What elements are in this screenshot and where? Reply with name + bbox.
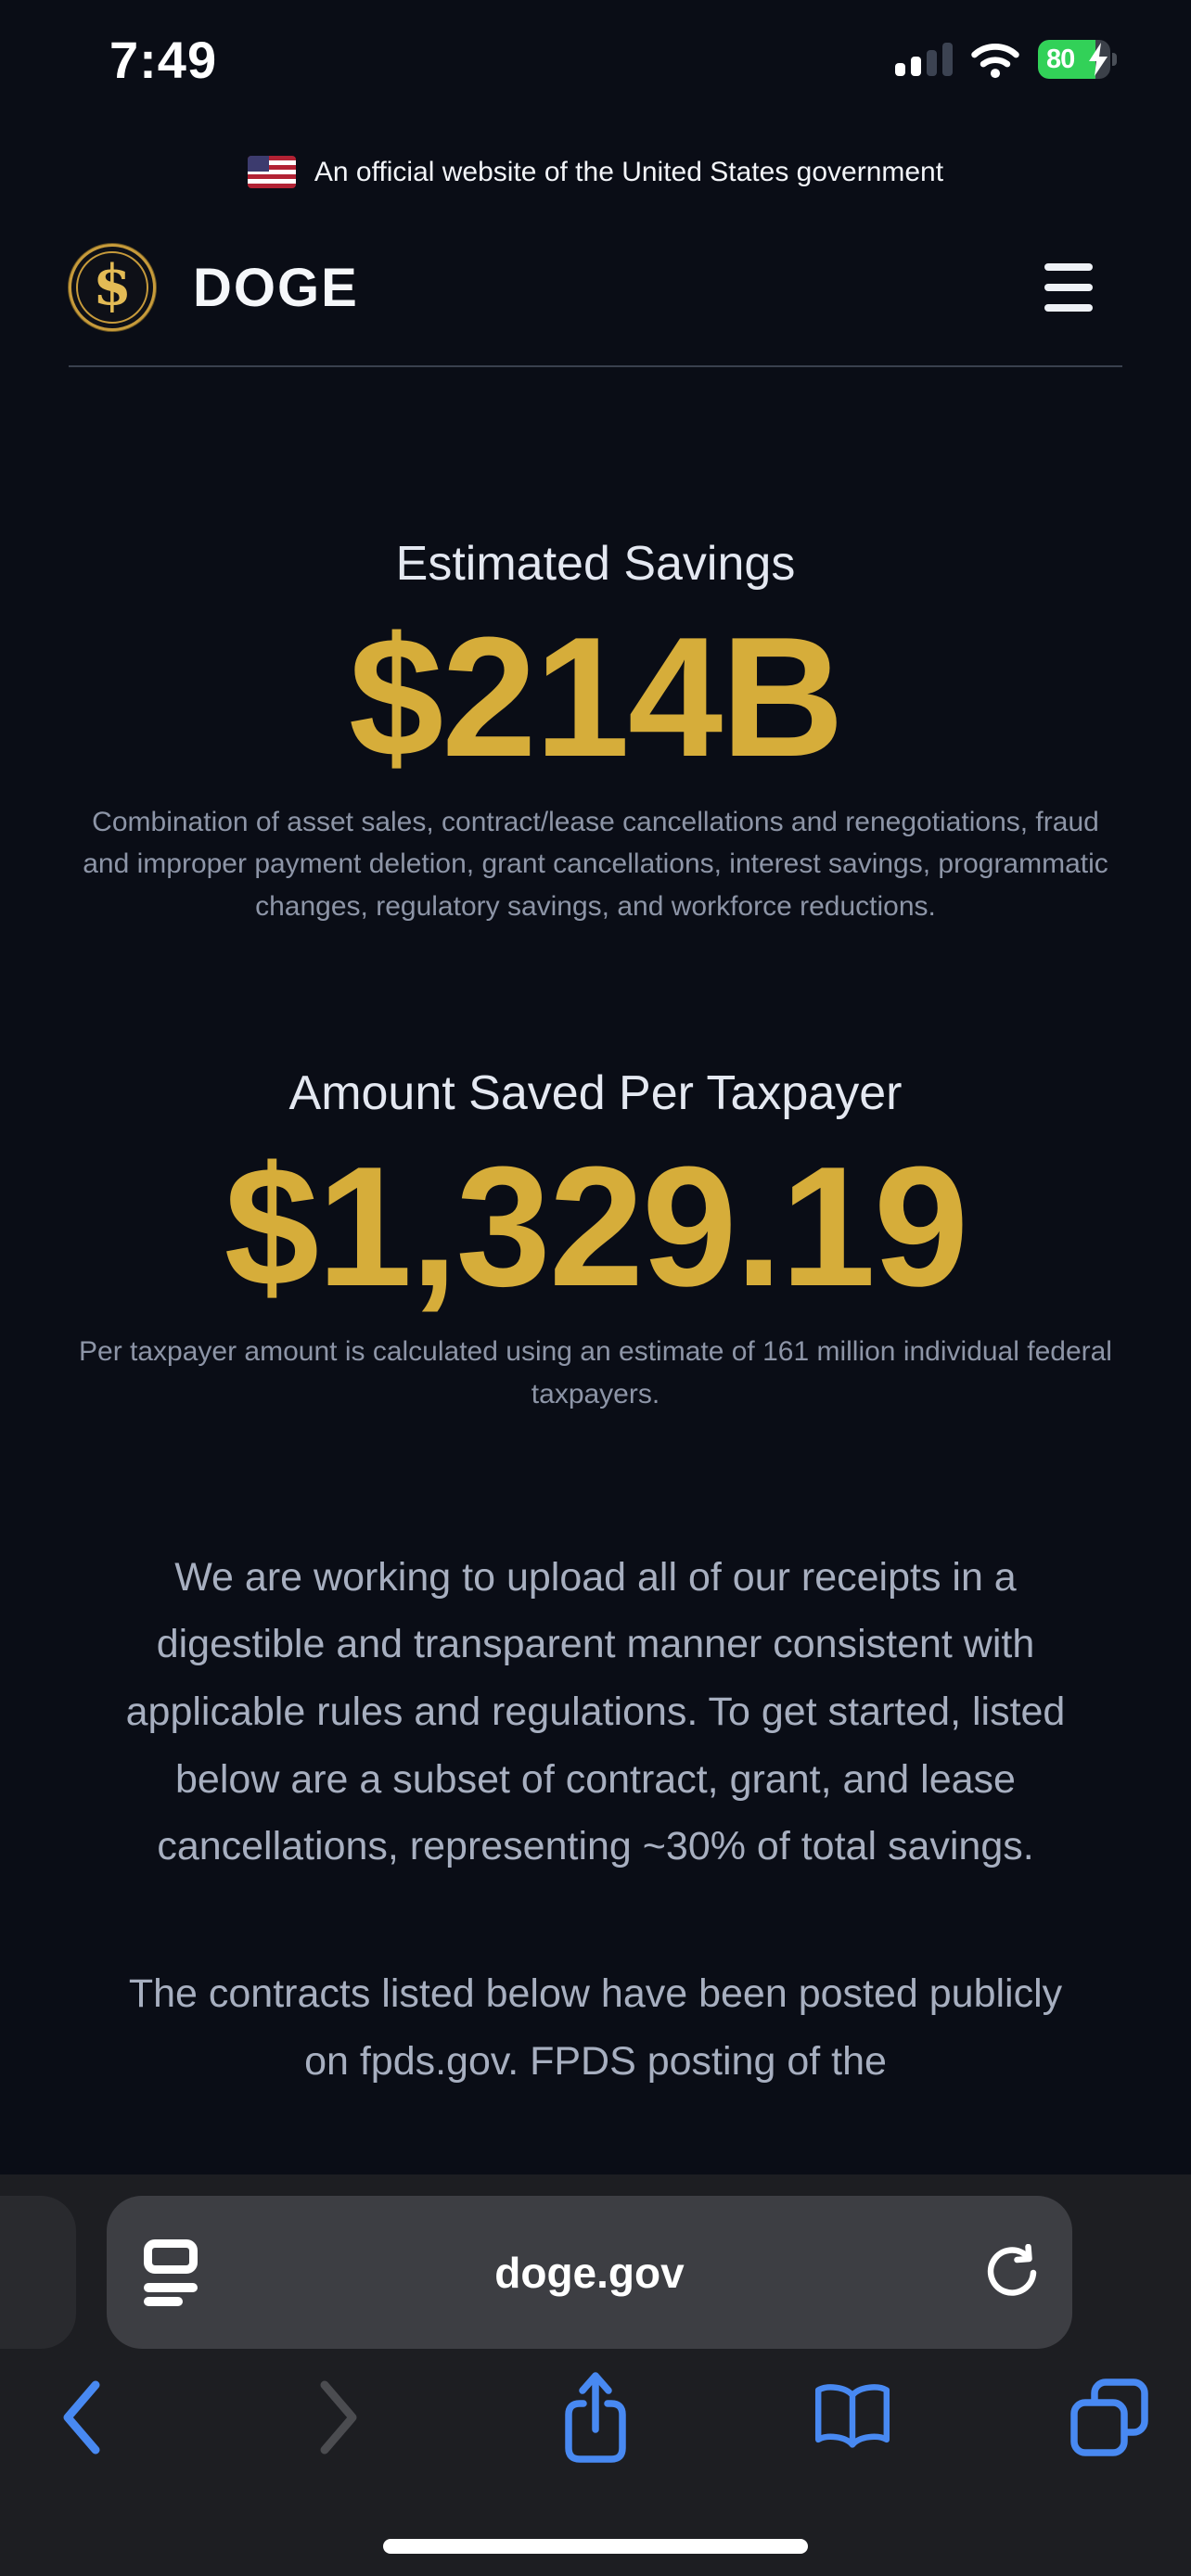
estimated-savings-description: Combination of asset sales, contract/lease cancellations and renegotiations, fraud and improper payment deletion, grant cancellations, interest savings, programmatic changes, regulatory savings, and workforce reductions. [83, 806, 1108, 923]
brand-title[interactable]: DOGE [193, 257, 359, 318]
battery-icon [1038, 40, 1117, 79]
status-bar [0, 0, 1191, 102]
previous-tab-peek[interactable] [0, 2196, 76, 2349]
official-gov-banner-text: An official website of the United States government [314, 156, 944, 187]
menu-button[interactable] [1044, 263, 1093, 312]
contracts-paragraph: The contracts listed below have been posted publicly on fpds.gov. FPDS posting of the [128, 1970, 1063, 2084]
home-indicator[interactable] [383, 2539, 808, 2554]
status-time: 7:49 [109, 30, 218, 89]
url-text[interactable]: doge.gov [494, 2248, 685, 2297]
browser-toolbar [0, 2349, 1191, 2469]
dollar-sign-icon: $ [93, 253, 132, 318]
bookmarks-button[interactable] [810, 2366, 895, 2469]
site-header [0, 241, 1191, 334]
book-icon [810, 2378, 895, 2456]
share-button[interactable] [553, 2366, 638, 2469]
tabs-icon [1067, 2375, 1152, 2460]
wifi-icon [969, 40, 1021, 79]
safari-bottom-bar [0, 2174, 1191, 2576]
per-taxpayer-value: $1,329.19 [224, 1130, 967, 1322]
address-bar[interactable] [107, 2196, 1072, 2349]
share-icon [557, 2368, 634, 2467]
back-button[interactable] [39, 2366, 124, 2469]
per-taxpayer-description: Per taxpayer amount is calculated using an estimate of 161 million individual federal taxpayers. [79, 1335, 1112, 1409]
cellular-signal-icon [895, 43, 953, 76]
tabs-button[interactable] [1067, 2366, 1152, 2469]
per-taxpayer-title: Amount Saved Per Taxpayer [288, 1066, 903, 1121]
battery-percent: 80 [1046, 44, 1075, 74]
refresh-icon[interactable] [983, 2244, 1041, 2302]
estimated-savings-section [0, 536, 1191, 928]
doge-coin-logo[interactable] [69, 244, 156, 331]
charging-bolt-icon [1086, 42, 1110, 77]
official-gov-banner [0, 156, 1191, 188]
per-taxpayer-section [0, 1065, 1191, 1415]
chevron-right-icon [317, 2379, 360, 2455]
forward-button[interactable] [296, 2366, 381, 2469]
address-bar-row [0, 2174, 1191, 2349]
us-flag-icon [248, 156, 296, 188]
estimated-savings-title: Estimated Savings [395, 537, 796, 591]
page-content [0, 367, 1191, 2095]
estimated-savings-value: $214B [348, 601, 843, 792]
receipts-paragraph: We are working to upload all of our receipts in a digestible and transparent manner consistent with applicable rules and regulations. To get started, listed below are a subset of contract, grant, and lease cancellations, representing ~30% of total savings. [125, 1554, 1066, 1869]
chevron-left-icon [60, 2379, 103, 2455]
